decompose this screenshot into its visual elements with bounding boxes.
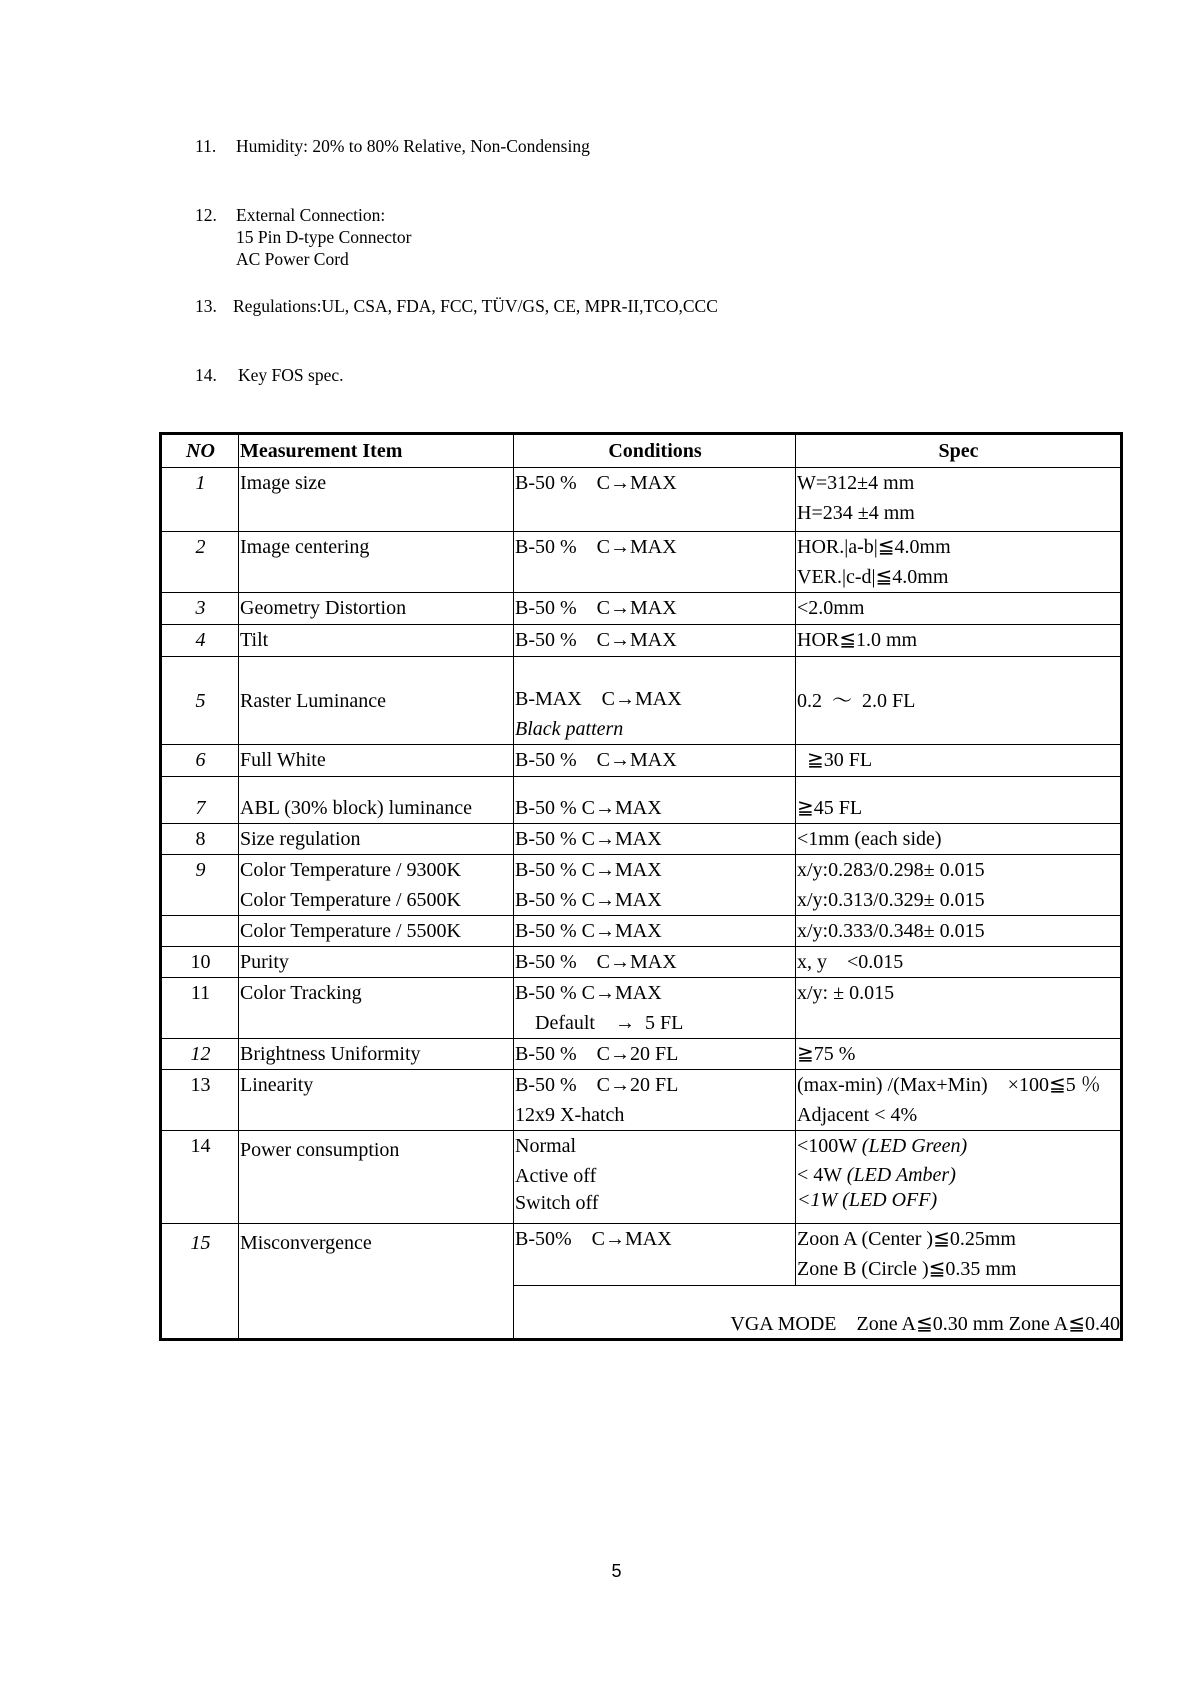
item-text: Key FOS spec. [238, 365, 344, 385]
condition: B-50 % C→MAX [515, 982, 662, 1004]
vga-mode-spec: VGA MODE Zone A≦0.30 mm Zone A≦0.40 [730, 1313, 1120, 1335]
measurement-item: Geometry Distortion [240, 597, 407, 619]
measurement-item: Size regulation [240, 828, 361, 850]
spec-value: HOR≦1.0 mm [797, 629, 918, 651]
condition: Normal [515, 1135, 577, 1157]
measurement-item: Power consumption [240, 1139, 400, 1161]
table-header-row [161, 434, 1122, 468]
spec-value: 0.2 ～ 2.0 FL [797, 689, 916, 712]
fos-spec-table [159, 432, 1123, 1341]
table-row [161, 1039, 1122, 1070]
condition: B-50 % C→MAX [515, 859, 662, 881]
table-row [161, 657, 1122, 745]
condition: B-50 % C→MAX [515, 797, 662, 819]
condition: B-50 % C→MAX [515, 597, 677, 619]
condition: B-50 % C→MAX [515, 828, 662, 850]
row-number: 5 [195, 689, 206, 712]
spec-value: (max-min) /(Max+Min) ×100≦5 ％ [797, 1074, 1101, 1096]
condition: B-50 % C→MAX [515, 629, 677, 651]
condition: B-50 % C→20 FL [515, 1074, 679, 1096]
condition: 12x9 X-hatch [515, 1104, 625, 1126]
header-spec: Spec [796, 434, 1122, 468]
led-state-note: (LED Amber) [846, 1164, 956, 1186]
table-row [161, 855, 1122, 916]
spec-value: Zoon A (Center )≦0.25mm [797, 1228, 1016, 1250]
led-state-note: (LED Green) [861, 1135, 968, 1157]
spec-value: <1W (LED OFF) [797, 1189, 938, 1211]
spec-value: x/y: ± 0.015 [797, 982, 895, 1004]
table-row [161, 947, 1122, 978]
measurement-item: Image size [240, 472, 327, 494]
table-row [161, 532, 1122, 593]
spec-value: VER.|c-d|≦4.0mm [797, 566, 949, 588]
table-row [161, 916, 1122, 947]
row-number: 14 [190, 1135, 211, 1157]
item-subtext: AC Power Cord [236, 249, 349, 269]
table-row [161, 777, 1122, 824]
condition-pattern: Black pattern [515, 718, 624, 740]
spec-value: x, y <0.015 [797, 951, 904, 973]
measurement-item: ABL (30% block) luminance [240, 797, 472, 819]
condition: B-50 % C→MAX [515, 951, 677, 973]
item-number: 12. [195, 205, 217, 225]
item-text: Regulations:UL, CSA, FDA, FCC, TÜV/GS, CE, MPR-II,TCO,CCC [233, 296, 718, 316]
spec-value: H=234 ±4 mm [797, 502, 915, 524]
condition: B-50 % C→MAX [515, 749, 677, 771]
spec-value: <100W (LED Green) [797, 1135, 968, 1157]
measurement-item: Color Temperature / 9300K [240, 859, 461, 881]
spec-value: ≧45 FL [797, 797, 863, 819]
row-number: 12 [190, 1043, 211, 1065]
condition: Active off [515, 1165, 597, 1187]
measurement-item: Full White [240, 749, 326, 771]
measurement-item: Purity [240, 951, 289, 973]
table-row [161, 978, 1122, 1039]
condition: Switch off [515, 1192, 599, 1214]
row-number: 10 [190, 951, 211, 973]
spec-value: <1mm (each side) [797, 828, 942, 850]
row-number: 2 [195, 536, 206, 558]
measurement-item: Color Temperature / 6500K [240, 889, 461, 911]
table-row [161, 625, 1122, 657]
spec-value: HOR.|a-b|≦4.0mm [797, 536, 951, 558]
header-no: NO [161, 434, 239, 468]
row-number: 8 [195, 828, 206, 850]
spec-value: Zone B (Circle )≦0.35 mm [797, 1258, 1017, 1280]
condition: B-50% C→MAX [515, 1228, 672, 1250]
table-row [161, 1224, 1122, 1286]
row-number: 9 [195, 859, 206, 881]
measurement-item: Raster Luminance [240, 689, 387, 712]
measurement-item: Color Temperature / 5500K [240, 920, 461, 942]
header-conditions: Conditions [514, 434, 796, 468]
spec-value: x/y:0.283/0.298± 0.015 [797, 859, 985, 881]
table-row [161, 468, 1122, 532]
condition: B-MAX C→MAX [515, 688, 682, 710]
condition: B-50 % C→20 FL [515, 1043, 679, 1065]
row-number: 11 [190, 982, 211, 1004]
table-row [161, 593, 1122, 625]
spec-value: Adjacent < 4% [797, 1104, 918, 1126]
table-row [161, 745, 1122, 777]
measurement-item: Tilt [240, 629, 269, 651]
spec-value: x/y:0.333/0.348± 0.015 [797, 920, 985, 942]
spec-value: ≧75 % [797, 1043, 856, 1065]
table-row [161, 824, 1122, 855]
item-subtext: 15 Pin D-type Connector [236, 227, 412, 247]
header-measurement-item: Measurement Item [239, 434, 514, 468]
measurement-item: Misconvergence [240, 1232, 372, 1254]
measurement-item: Linearity [240, 1074, 314, 1096]
condition: B-50 % C→MAX [515, 889, 662, 911]
measurement-item: Color Tracking [240, 982, 362, 1004]
item-number: 11. [195, 136, 217, 156]
item-number: 13. [195, 296, 217, 316]
spec-value: < 4W (LED Amber) [797, 1164, 956, 1186]
spec-value: x/y:0.313/0.329± 0.015 [797, 889, 985, 911]
item-text: External Connection: [236, 205, 386, 225]
row-number: 6 [195, 749, 206, 771]
row-number: 15 [190, 1232, 211, 1254]
page-number: 5 [611, 1561, 622, 1581]
spec-value: W=312±4 mm [797, 472, 915, 494]
row-number: 3 [195, 597, 206, 619]
spec-value: <2.0mm [797, 597, 865, 619]
measurement-item: Image centering [240, 536, 370, 558]
condition: B-50 % C→MAX [515, 920, 662, 942]
row-number: 1 [195, 472, 206, 494]
row-number: 13 [190, 1074, 211, 1096]
row-number: 4 [195, 629, 206, 651]
condition: B-50 % C→MAX [515, 536, 677, 558]
table-row [161, 1131, 1122, 1224]
condition: Default → 5 FL [515, 1012, 684, 1034]
spec-value: ≧30 FL [797, 749, 873, 771]
table-row [161, 1070, 1122, 1131]
measurement-item: Brightness Uniformity [240, 1043, 421, 1065]
item-text: Humidity: 20% to 80% Relative, Non-Condensing [236, 136, 590, 156]
item-number: 14. [195, 365, 217, 385]
condition: B-50 % C→MAX [515, 472, 677, 494]
row-number: 7 [195, 797, 206, 819]
